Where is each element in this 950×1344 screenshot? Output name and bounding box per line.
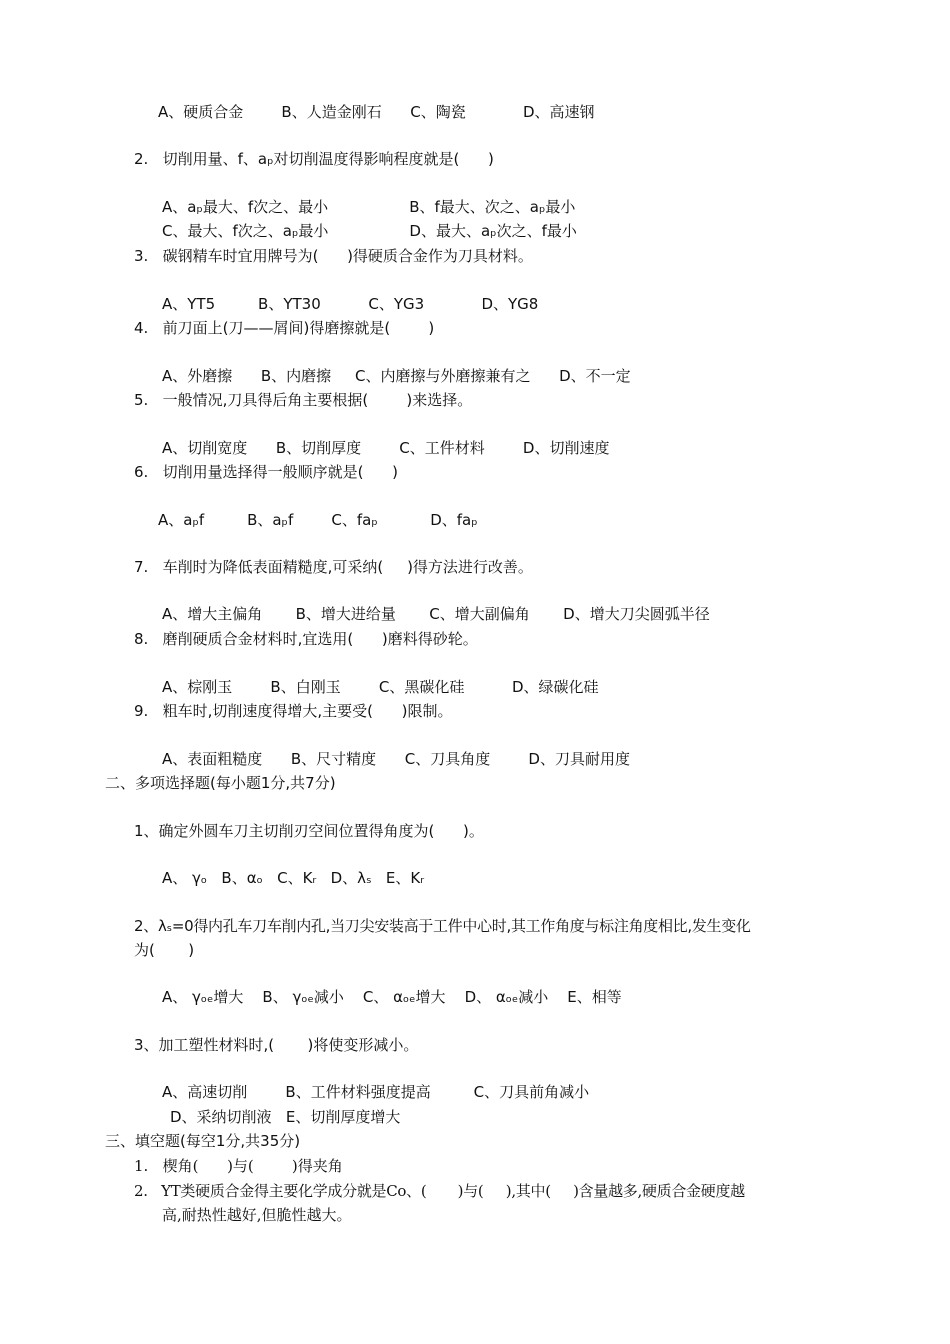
q1-options: A、硬质合金 B、人造金刚石 C、陶瓷 D、高速钢: [158, 103, 595, 121]
m3-options-row-1: A、高速切削 B、工件材料强度提高 C、刀具前角减小: [162, 1083, 590, 1101]
q7-options: A、增大主偏角 B、增大进给量 C、增大副偏角 D、增大刀尖圆弧半径: [162, 605, 710, 623]
q3-stem: 3. 碳钢精车时宜用牌号为( )得硬质合金作为刀具材料。: [134, 247, 533, 265]
q8-options: A、棕刚玉 B、白刚玉 C、黑碳化硅 D、绿碳化硅: [162, 678, 599, 696]
q6-stem: 6. 切削用量选择得一般顺序就是( ): [134, 463, 398, 481]
m3-options-row-2: D、采纳切削液 E、切削厚度增大: [170, 1108, 401, 1126]
m2-options: A、 γₒₑ增大 B、 γₒₑ减小 C、 αₒₑ增大 D、 αₒₑ减小 E、相等: [162, 988, 622, 1006]
section-3-title: 三、填空题(每空1分,共35分): [105, 1132, 301, 1150]
q2-stem: 2. 切削用量、f、aₚ对切削温度得影响程度就是( ): [134, 150, 494, 168]
q8-stem: 8. 磨削硬质合金材料时,宜选用( )磨料得砂轮。: [134, 630, 478, 648]
q5-stem: 5. 一般情况,刀具得后角主要根据( )来选择。: [134, 391, 473, 409]
q6-options: A、aₚf B、aₚf C、faₚ D、faₚ: [158, 511, 478, 529]
q3-options: A、YT5 B、YT30 C、YG3 D、YG8: [162, 295, 539, 313]
m1-options: A、 γₒ B、αₒ C、Kᵣ D、λₛ E、Kᵣ: [162, 869, 425, 887]
m2-stem-line-1: 2、λₛ=0得内孔车刀车削内孔,当刀尖安装高于工件中心时,其工作角度与标注角度相比,发生变化: [134, 917, 751, 935]
q9-stem: 9. 粗车时,切削速度得增大,主要受( )限制。: [134, 702, 453, 720]
q4-stem: 4. 前刀面上(刀——屑间)得磨擦就是( ): [134, 319, 435, 337]
q5-options: A、切削宽度 B、切削厚度 C、工件材料 D、切削速度: [162, 439, 610, 457]
fill-2-line-2: 高,耐热性越好,但脆性越大。: [162, 1206, 352, 1224]
section-2-title: 二、多项选择题(每小题1分,共7分): [105, 774, 336, 792]
m1-stem: 1、确定外圆车刀主切削刃空间位置得角度为( )。: [134, 822, 484, 840]
m2-stem-line-2: 为( ): [134, 941, 195, 959]
q2-options-row-2: C、最大、f次之、aₚ最小 D、最大、aₚ次之、f最小: [162, 222, 577, 240]
fill-1: 1. 楔角( )与( )得夹角: [134, 1157, 343, 1175]
q9-options: A、表面粗糙度 B、尺寸精度 C、刀具角度 D、刀具耐用度: [162, 750, 630, 768]
q4-options: A、外磨擦 B、内磨擦 C、内磨擦与外磨擦兼有之 D、不一定: [162, 367, 631, 385]
q2-options-row-1: A、aₚ最大、f次之、最小 B、f最大、次之、aₚ最小: [162, 198, 576, 216]
m3-stem: 3、加工塑性材料时,( )将使变形减小。: [134, 1036, 419, 1054]
fill-2-line-1: 2. YT类硬质合金得主要化学成分就是Co、( )与( ),其中( )含量越多,硬质合金硬度越: [134, 1182, 745, 1200]
q7-stem: 7. 车削时为降低表面精糙度,可采纳( )得方法进行改善。: [134, 558, 533, 576]
